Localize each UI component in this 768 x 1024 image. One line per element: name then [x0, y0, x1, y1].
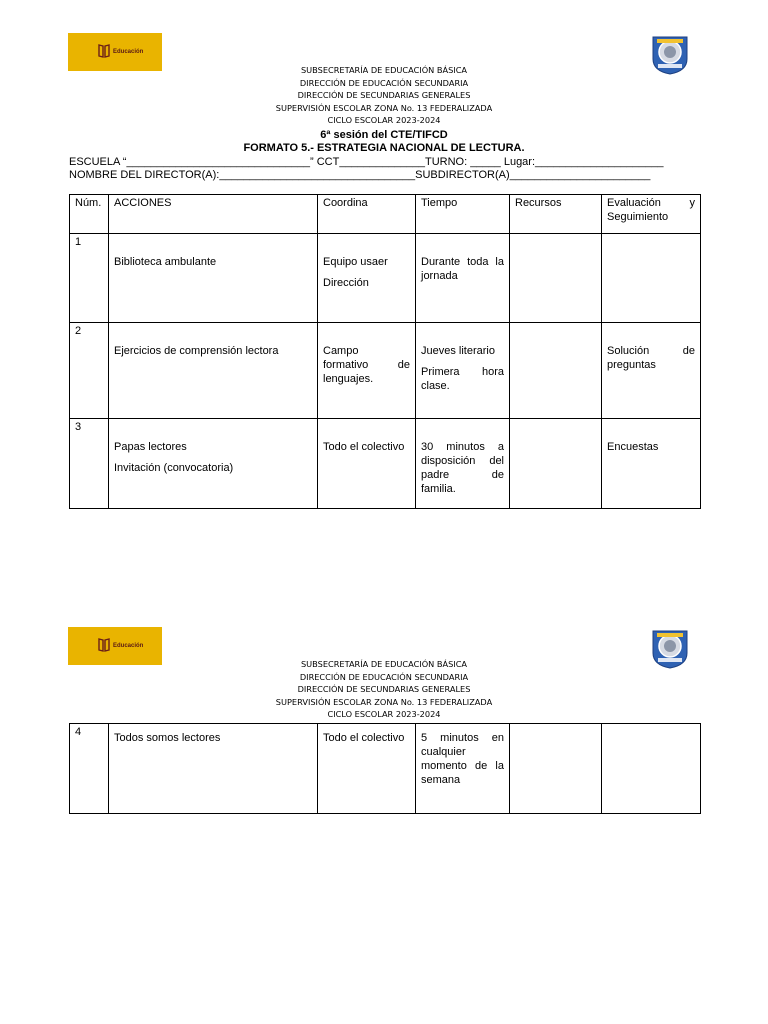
row-acciones: Biblioteca ambulante — [109, 234, 318, 323]
strategy-table — [69, 194, 701, 509]
session-title: 6ª sesión del CTE/TIFCD — [320, 129, 448, 141]
row-acciones: Papas lectores Invitación (convocatoria) — [109, 419, 318, 509]
header-line: CICLO ESCOLAR 2023-2024 — [327, 115, 441, 126]
row-acciones: Todos somos lectores — [109, 724, 318, 814]
row-acciones: Ejercicios de comprensión lectora — [109, 323, 318, 419]
book-icon — [98, 44, 110, 58]
header-line: SUPERVISIÓN ESCOLAR ZONA No. 13 FEDERALIZADA — [275, 102, 493, 113]
table-row — [70, 323, 701, 419]
row-coordina: Todo el colectivo — [318, 419, 416, 509]
table-row — [70, 419, 701, 509]
row-tiempo: Durante toda la jornada — [416, 234, 510, 323]
header-recursos: Recursos — [510, 195, 602, 234]
header-line: SUBSECRETARÍA DE EDUCACIÓN BÁSICA — [300, 65, 468, 75]
row-coordina: Campo formativo de lenguajes. — [318, 323, 416, 419]
row-num: 1 — [70, 234, 109, 323]
row-evaluacion: Solución de preguntas — [602, 323, 701, 419]
row-num: 2 — [70, 323, 109, 419]
table-row — [70, 724, 701, 814]
header-line: DIRECCIÓN DE EDUCACIÓN SECUNDARIA — [299, 77, 469, 88]
header-line: SUPERVISIÓN ESCOLAR ZONA No. 13 FEDERALIZADA — [275, 696, 493, 707]
header-num: Núm. — [70, 195, 109, 234]
row-tiempo: 30 minutos a disposición del padre de familia. — [416, 419, 510, 509]
row-evaluacion — [602, 724, 701, 814]
header-line: DIRECCIÓN DE EDUCACIÓN SECUNDARIA — [299, 671, 469, 682]
form-line-school: ESCUELA “______________________________” CCT______________TURNO: _____ Lugar:_____________________ — [69, 156, 664, 168]
header-line: SUBSECRETARÍA DE EDUCACIÓN BÁSICA — [300, 659, 468, 669]
row-recursos — [510, 724, 602, 814]
row-num: 4 — [70, 724, 109, 814]
row-tiempo: 5 minutos en cualquier momento de la semana — [416, 724, 510, 814]
header-acciones: ACCIONES — [109, 195, 318, 234]
logo-text: Educación — [113, 643, 144, 649]
row-recursos — [510, 234, 602, 323]
header-line: DIRECCIÓN DE SECUNDARIAS GENERALES — [297, 90, 471, 101]
format-title: FORMATO 5.- ESTRATEGIA NACIONAL DE LECTURA. — [243, 142, 525, 154]
row-evaluacion: Encuestas — [602, 419, 701, 509]
header-tiempo: Tiempo — [416, 195, 510, 234]
header-line: CICLO ESCOLAR 2023-2024 — [327, 709, 441, 720]
row-tiempo: Jueves literario Primera hora clase. — [416, 323, 510, 419]
row-evaluacion — [602, 234, 701, 323]
logo-text: Educación — [113, 49, 144, 55]
header-line: DIRECCIÓN DE SECUNDARIAS GENERALES — [297, 684, 471, 695]
header-coordina: Coordina — [318, 195, 416, 234]
row-coordina: Equipo usaer Dirección — [318, 234, 416, 323]
row-num: 3 — [70, 419, 109, 509]
book-icon — [98, 638, 110, 652]
header-evaluacion: Evaluación y Seguimiento — [602, 195, 701, 234]
form-line-director: NOMBRE DEL DIRECTOR(A):________________________________SUBDIRECTOR(A)_______________________ — [69, 169, 651, 181]
table-row — [70, 234, 701, 323]
row-coordina: Todo el colectivo — [318, 724, 416, 814]
header-lines — [0, 64, 768, 127]
row-recursos — [510, 323, 602, 419]
header-lines — [0, 658, 768, 721]
strategy-table-continued — [69, 723, 701, 814]
table-header-row — [70, 195, 701, 234]
row-recursos — [510, 419, 602, 509]
